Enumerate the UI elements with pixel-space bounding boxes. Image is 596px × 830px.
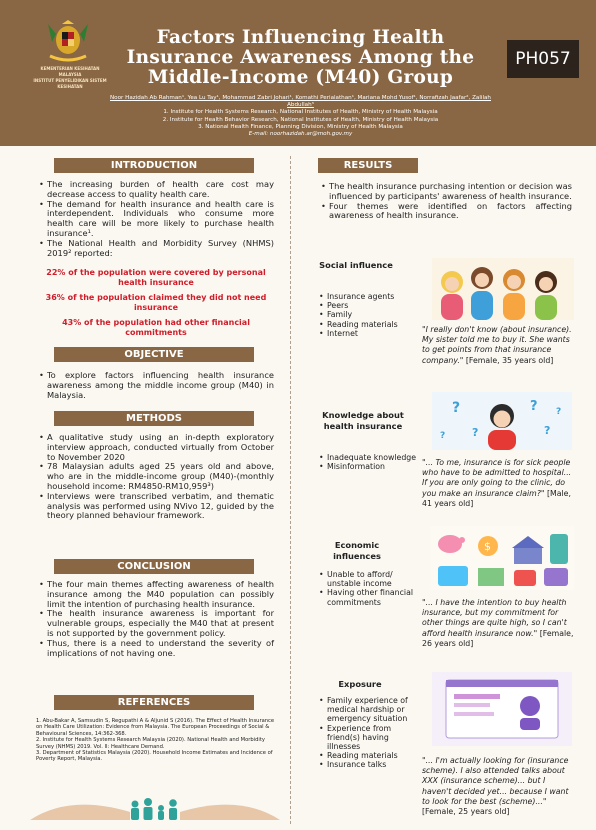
theme-item: • Family [327,310,418,319]
theme-item: • Unable to afford/ unstable income [327,570,418,588]
svg-text:?: ? [452,400,461,416]
theme-item: • Peers [327,301,418,310]
stat-insured: 22% of the population were covered by personal health insurance [46,268,266,287]
conclusion-bullet: • The four main themes affecting awareness of health insurance among the M40 population can possibly limit the intention of purchasing health insurance. [47,580,274,609]
references-heading: REFERENCES [54,695,254,710]
affiliation-1: 1. Institute for Health Systems Research, National Institutes of Health, Ministry of Health Malaysia [163,109,438,116]
results-bullet: • Four themes were identified on factors affecting awareness of health insurance. [329,202,572,222]
methods-heading: METHODS [54,411,254,426]
poster-header [0,0,596,146]
poster-title: Factors Influencing Health Insurance Awareness Among the Middle-Income (M40) Group [126,27,475,88]
theme-item: • Having other financial commitments [327,588,418,606]
intro-bullet: • The National Health and Morbidity Survey (NHMS) 2019² reported: [47,239,274,259]
svg-text:?: ? [556,407,562,417]
reference-item: 3. Department of Statistics Malaysia (2020). Household Income Estimates and Incidence of Poverty Report, Malaysia. [36,750,273,763]
theme-list-exposure [318,696,418,770]
results-body [320,182,572,221]
objective-body [38,371,274,400]
intro-bullet: • The demand for health insurance and health care is interdependent. Individuals who consume more health care will be more likely to purchase health insurance¹. [47,200,274,239]
theme-item: • Experience from friend(s) having illnesses [327,724,418,752]
online-seminar-illustration-icon [432,672,572,746]
svg-text:?: ? [472,426,479,439]
author-block [108,95,493,138]
theme-title-economic: Economic influences [333,540,381,561]
theme-item: • Family experience of medical hardship or emergency situation [327,696,418,724]
results-heading: RESULTS [318,158,418,173]
conclusion-body [38,580,274,658]
column-divider [290,156,291,824]
stat-other-commitments: 43% of the population had other financial commitments [62,318,250,337]
social-group-illustration-icon [432,258,574,320]
introduction-body [38,180,274,258]
theme-item: • Internet [327,329,418,338]
theme-list-economic [318,570,418,607]
theme-item: • Reading materials [327,320,418,329]
conclusion-bullet: • Thus, there is a need to understand the severity of implications of not having one. [47,639,274,659]
theme-title-knowledge: Knowledge about health insurance [322,410,404,431]
conclusion-heading: CONCLUSION [54,559,254,574]
theme-list-social [318,292,418,338]
methods-bullet: • Interviews were transcribed verbatim, and thematic analysis was performed using NVivo 12, guided by the theory planned behaviour framework. [47,492,274,521]
theme-item: • Insurance agents [327,292,418,301]
reference-item: 1. Abu-Bakar A, Samsudin S, Regupathi A & Aljunid S (2016). The Effect of Health Insurance on Health Care Utilization: Evidence from Malaysia. The European Proceedings of Social & Behavioural Sciences, 14:362-368. [36,718,275,737]
finance-icons-illustration-icon [430,526,574,590]
author-list: Noor Hazidah Ab Rahman¹, Yea Lu Tay¹, Mohammad Zabri Johari¹, Komathi Perialathan¹, Mariana Mohd Yusof¹, Norrafizah Jaafar², Zalilah Abdullah³ [110,95,491,109]
conclusion-bullet: • The health insurance awareness is important for vulnerable groups, especially the M40 that at present is not supported by the government policy. [47,609,274,638]
quote-knowledge: "... To me, insurance is for sick people who have to be admitted to hospital... If you are only going to the clinic, do you make an insurance claim?" [Male, 41 years old] [422,458,572,508]
theme-title-social: Social influence [319,260,393,270]
theme-item: • Insurance talks [327,760,418,769]
reference-item: 2. Institute for Health Systems Research Malaysia (2020). National Health and Morbidity Survey (NHMS) 2019. Vol. II: Healthcare Demand. [36,737,265,750]
theme-title-exposure: Exposure [338,679,382,689]
objective-bullet: • To explore factors influencing health insurance awareness among the middle income group (M40) in Malaysia. [47,371,274,400]
quote-economic: "... I have the intention to buy health insurance, but my commitment for other things are quite high, so I can't afford health insurance now." [Female, 26 years old] [422,598,574,648]
svg-text:?: ? [544,424,551,437]
methods-bullet: • 78 Malaysian adults aged 25 years old and above, who are in the middle-income group (M40)-(monthly household income: RM4850-RM10,959³) [47,462,274,491]
confused-person-illustration-icon [432,392,572,450]
introduction-heading: INTRODUCTION [54,158,254,173]
references-list [36,718,276,763]
results-bullet: • The health insurance purchasing intention or decision was influenced by participants' awareness of health insurance. [329,182,572,202]
family-hands-illustration-icon [30,786,280,826]
theme-item: • Misinformation [327,462,418,471]
affiliation-3: 3. National Health Finance, Planning Division, Ministry of Health Malaysia [198,123,403,130]
theme-list-knowledge [318,453,418,471]
ministry-crest-icon [40,20,96,66]
logo-caption: KEMENTERIAN KESIHATAN MALAYSIA INSTITUT PENYELIDIKAN SISTEM KESIHATAN [33,66,107,89]
svg-text:$: $ [484,540,491,553]
intro-bullet: • The increasing burden of health care cost may decrease access to quality health care. [47,180,274,200]
theme-item: • Inadequate knowledge [327,453,418,462]
methods-bullet: • A qualitative study using an in-depth exploratory interview approach, conducted virtually from October to November 2020 [47,433,274,462]
stat-no-need: 36% of the population claimed they did not need insurance [45,293,267,312]
theme-item: • Reading materials [327,751,418,760]
poster-code-badge: PH057 [507,40,579,78]
affiliation-2: 2. Institute for Health Behavior Research, National Institutes of Health, Ministry of Health Malaysia [162,116,439,123]
svg-text:?: ? [440,431,446,441]
quote-exposure: "... I'm actually looking for (insurance scheme). I also attended talks about XXX (insurance scheme)... but I haven't decided yet... because I want to look for the best (scheme)..." [Female, 25 years old] [422,756,569,817]
objective-heading: OBJECTIVE [54,347,254,362]
author-email: E-mail: noorhazidah.ar@moh.gov.my [248,131,353,138]
quote-social: "I really don't know (about insurance). My sister told me to buy it. She wants to get points from that insurance company." [Female, 35 years old] [422,325,572,365]
svg-text:?: ? [530,399,538,414]
methods-body [38,433,274,521]
